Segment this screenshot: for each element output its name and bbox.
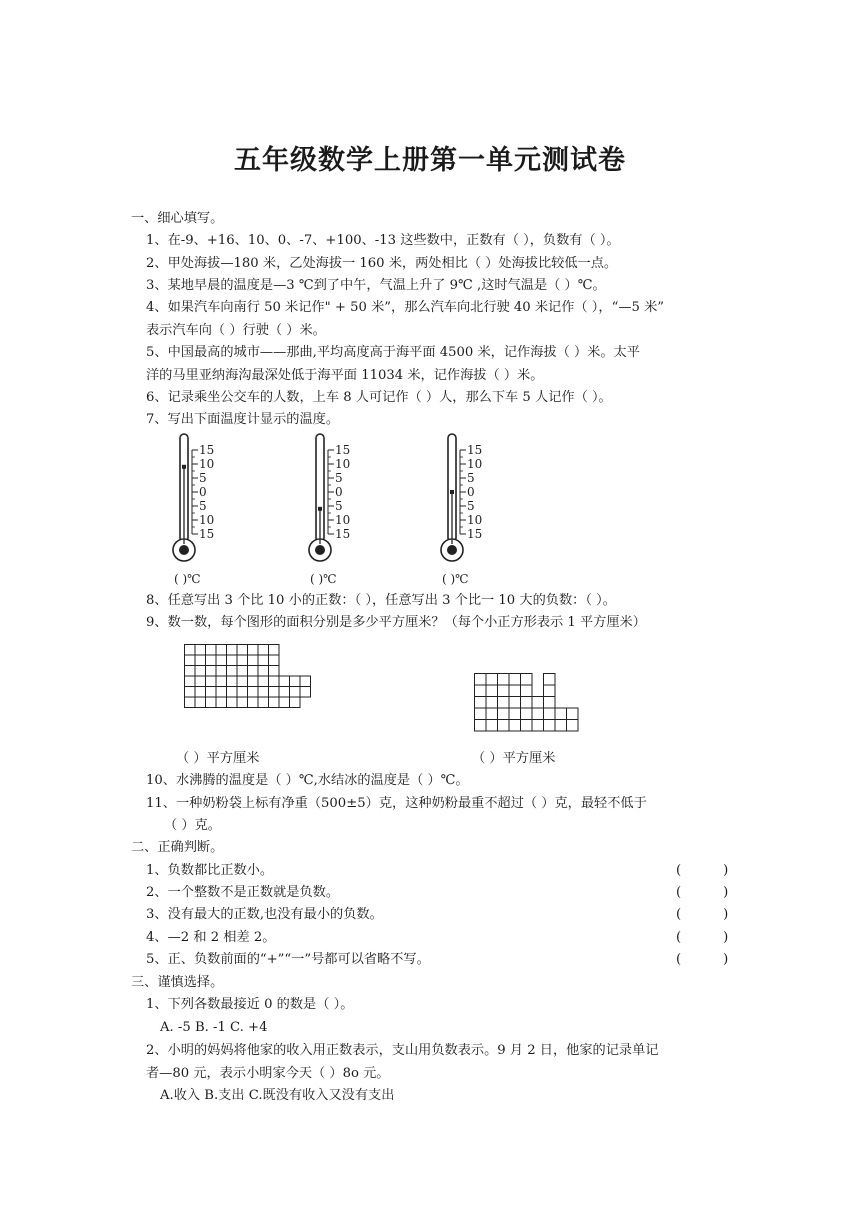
- judge-answer-paren-5: ( ): [676, 952, 729, 967]
- grid-cell: [216, 697, 227, 708]
- thermometer-tick-label: 0: [335, 485, 343, 499]
- grid-cell: [300, 687, 311, 698]
- grid-cell: [290, 697, 301, 708]
- grid-cell: [237, 687, 248, 698]
- grid-cell: [248, 666, 259, 677]
- area-answer-1: （ ）平方厘米: [176, 751, 260, 766]
- judge-answer-paren-4: ( ): [676, 930, 729, 945]
- grid-cell: [185, 666, 196, 677]
- grid-cell: [185, 697, 196, 708]
- grid-cell: [269, 676, 280, 687]
- grid-cell: [555, 720, 567, 732]
- area-grid-shape-1: [184, 644, 316, 720]
- grid-cell: [248, 697, 259, 708]
- grid-cell: [185, 645, 196, 656]
- grid-cell: [206, 697, 217, 708]
- question-4-continued: 表示汽车向（ ）行驶（ ）米。: [146, 323, 326, 338]
- thermometer-figures: [160, 430, 540, 590]
- thermometer-answer: ( )℃: [442, 572, 469, 586]
- grid-cell: [206, 666, 217, 677]
- grid-cell: [532, 708, 544, 720]
- question-3: 3、某地早晨的温度是—3 ℃到了中午，气温上升了 9℃ ,这时气温是（ ）℃。: [146, 278, 606, 293]
- grid-cell: [475, 708, 487, 720]
- thermometer-tick-label: 15: [199, 527, 215, 541]
- grid-cell: [509, 708, 521, 720]
- grid-cell: [248, 687, 259, 698]
- thermometer-2: [309, 434, 350, 586]
- grid-cell: [269, 645, 280, 656]
- grid-cell: [486, 685, 498, 697]
- thermometer-tick-label: 10: [467, 513, 483, 527]
- question-8: 8、任意写出 3 个比 10 小的正数：（ ），任意写出 3 个比一 10 大的负数：（ ）。: [146, 593, 616, 608]
- grid-cell: [279, 676, 290, 687]
- grid-cell: [195, 687, 206, 698]
- grid-cell: [521, 697, 533, 709]
- grid-cell: [227, 666, 238, 677]
- question-7: 7、写出下面温度计显示的温度。: [146, 412, 340, 427]
- grid-cell: [509, 697, 521, 709]
- grid-cell: [195, 645, 206, 656]
- thermometer-bulb-fill: [447, 545, 457, 555]
- grid-cell: [290, 676, 301, 687]
- grid-cell: [195, 655, 206, 666]
- grid-cell: [227, 645, 238, 656]
- grid-cell: [258, 645, 269, 656]
- thermometer-bulb-fill: [179, 545, 189, 555]
- grid-cell: [567, 720, 579, 732]
- thermometer-level-mark: [450, 490, 454, 494]
- question-9: 9、数一数，每个图形的面积分别是多少平方厘米？（每个小正方形表示 1 平方厘米）: [146, 615, 646, 630]
- grid-cell: [567, 708, 579, 720]
- judge-answer-paren-2: ( ): [676, 885, 729, 900]
- grid-cell: [498, 674, 510, 686]
- grid-cell: [475, 697, 487, 709]
- section-heading-choice: 三、谨慎选择。: [131, 975, 224, 990]
- grid-cell: [544, 674, 556, 686]
- question-11: 11、一种奶粉袋上标有净重（500±5）克，这种奶粉最重不超过（ ）克，最轻不低于: [146, 796, 647, 811]
- thermometer-tick-label: 15: [467, 527, 483, 541]
- judge-item-4: 4、—2 和 2 相差 2。: [146, 930, 276, 945]
- grid-cell: [248, 645, 259, 656]
- question-4: 4、如果汽车向南行 50 米记作" + 50 米”，那么汽车向北行驶 40 米记作（ ），“—5 米”: [146, 300, 665, 315]
- grid-cell: [279, 687, 290, 698]
- grid-cell: [532, 697, 544, 709]
- thermometer-tick-label: 0: [199, 485, 207, 499]
- thermometer-tick-label: 5: [335, 499, 343, 513]
- grid-cell: [486, 697, 498, 709]
- judge-item-1: 1、负数都比正数小。: [146, 863, 274, 878]
- grid-cell: [248, 655, 259, 666]
- grid-cell: [195, 676, 206, 687]
- grid-cell: [216, 676, 227, 687]
- grid-cell: [185, 655, 196, 666]
- grid-cell: [227, 676, 238, 687]
- grid-cell: [269, 687, 280, 698]
- grid-cell: [509, 685, 521, 697]
- choice-question-2: 2、小明的妈妈将他家的收入用正数表示，支山用负数表示。9 月 2 日，他家的记录单记: [146, 1043, 659, 1058]
- thermometer-tick-label: 15: [199, 443, 215, 457]
- grid-cell: [521, 720, 533, 732]
- grid-cell: [498, 697, 510, 709]
- grid-cell: [290, 687, 301, 698]
- grid-cell: [498, 708, 510, 720]
- grid-cell: [206, 687, 217, 698]
- grid-cell: [206, 645, 217, 656]
- judge-item-2: 2、一个整数不是正数就是负数。: [146, 885, 340, 900]
- grid-cell: [475, 720, 487, 732]
- grid-cell: [475, 685, 487, 697]
- choice-question-1: 1、下列各数最接近 0 的数是（ ）。: [146, 997, 354, 1012]
- grid-cell: [555, 708, 567, 720]
- thermometer-tick-label: 10: [335, 457, 351, 471]
- grid-cell: [195, 666, 206, 677]
- grid-cell: [216, 687, 227, 698]
- grid-cell: [269, 666, 280, 677]
- thermometer-tick-label: 10: [199, 513, 215, 527]
- section-heading-judge: 二、正确判断。: [131, 840, 224, 855]
- judge-item-3: 3、没有最大的正数,也没有最小的负数。: [146, 907, 383, 922]
- grid-cell: [486, 708, 498, 720]
- grid-cell: [216, 645, 227, 656]
- grid-cell: [544, 685, 556, 697]
- grid-cell: [269, 697, 280, 708]
- thermometer-tick-label: 15: [335, 527, 351, 541]
- grid-cell: [227, 655, 238, 666]
- grid-cell: [521, 674, 533, 686]
- grid-cell: [486, 674, 498, 686]
- thermometer-tick-label: 10: [467, 457, 483, 471]
- grid-cell: [216, 655, 227, 666]
- area-answer-2: （ ）平方厘米: [472, 751, 556, 766]
- grid-cell: [258, 687, 269, 698]
- grid-cell: [498, 685, 510, 697]
- grid-cell: [227, 687, 238, 698]
- grid-cell: [248, 676, 259, 687]
- thermometer-tick-label: 5: [467, 471, 475, 485]
- grid-cell: [185, 687, 196, 698]
- grid-cell: [269, 655, 280, 666]
- question-5-continued: 洋的马里亚纳海沟最深处低于海平面 11034 米，记作海拔（ ）米。: [146, 368, 544, 383]
- judge-item-5: 5、正、负数前面的“+”“一”号都可以省略不写。: [146, 952, 430, 967]
- grid-cell: [237, 666, 248, 677]
- thermometer-answer: ( )℃: [174, 572, 201, 586]
- grid-cell: [544, 697, 556, 709]
- thermometer-tick-label: 0: [467, 485, 475, 499]
- grid-cell: [544, 708, 556, 720]
- area-grid-shape-2: [474, 673, 584, 735]
- grid-cell: [195, 697, 206, 708]
- grid-cell: [185, 676, 196, 687]
- thermometer-tick-label: 15: [467, 443, 483, 457]
- grid-cell: [206, 655, 217, 666]
- grid-cell: [509, 674, 521, 686]
- question-10: 10、水沸腾的温度是（ ）℃,水结冰的温度是（ ）℃。: [146, 773, 469, 788]
- grid-cell: [498, 720, 510, 732]
- thermometer-tick-label: 5: [467, 499, 475, 513]
- grid-cell: [258, 697, 269, 708]
- thermometer-answer: ( )℃: [310, 572, 337, 586]
- grid-cell: [237, 655, 248, 666]
- question-1: 1、在-9、+16、10、0、-7、+100、-13 这些数中，正数有（ ），负数有（ ）。: [146, 233, 620, 248]
- question-2: 2、甲处海拔—180 米，乙处海拔一 160 米，两处相比（ ）处海拔比较低一点。: [146, 256, 618, 271]
- grid-cell: [475, 674, 487, 686]
- grid-cell: [206, 676, 217, 687]
- grid-cell: [216, 666, 227, 677]
- judge-answer-paren-1: ( ): [676, 863, 729, 878]
- grid-cell: [237, 645, 248, 656]
- thermometer-bulb-fill: [315, 545, 325, 555]
- grid-cell: [237, 676, 248, 687]
- grid-cell: [300, 676, 311, 687]
- grid-cell: [279, 697, 290, 708]
- grid-cell: [258, 655, 269, 666]
- thermometer-tick-label: 10: [199, 457, 215, 471]
- grid-cell: [521, 708, 533, 720]
- choice-question-2-continued: 者—80 元，表示小明家今天（ ）8o 元。: [146, 1066, 390, 1081]
- thermometer-3: [441, 434, 482, 586]
- grid-cell: [509, 720, 521, 732]
- thermometer-level-mark: [182, 465, 186, 469]
- judge-answer-paren-3: ( ): [676, 907, 729, 922]
- grid-cell: [258, 676, 269, 687]
- page-title: 五年级数学上册第一单元测试卷: [234, 145, 626, 176]
- thermometer-tick-label: 5: [199, 499, 207, 513]
- thermometer-tick-label: 10: [335, 513, 351, 527]
- grid-cell: [486, 720, 498, 732]
- question-5: 5、中国最高的城市——那曲,平均高度高于海平面 4500 米，记作海拔（ ）米。太平: [146, 345, 640, 360]
- grid-cell: [237, 697, 248, 708]
- choice-question-1-options: A. -5 B. -1 C. +4: [160, 1020, 268, 1035]
- thermometer-tick-label: 5: [335, 471, 343, 485]
- thermometer-tick-label: 5: [199, 471, 207, 485]
- question-6: 6、记录乘坐公交车的人数，上车 8 人可记作（ ）人，那么下车 5 人记作（ ）。: [146, 390, 612, 405]
- thermometer-tick-label: 15: [335, 443, 351, 457]
- choice-question-2-options: A.收入 B.支出 C.既没有收入又没有支出: [160, 1088, 395, 1103]
- question-11-continued: （ ）克。: [164, 818, 221, 833]
- grid-cell: [544, 720, 556, 732]
- grid-cell: [227, 697, 238, 708]
- thermometer-1: [173, 434, 214, 586]
- grid-cell: [258, 666, 269, 677]
- grid-cell: [521, 685, 533, 697]
- thermometer-level-mark: [318, 507, 322, 511]
- grid-cell: [532, 720, 544, 732]
- section-heading-fill: 一、细心填写。: [131, 211, 224, 226]
